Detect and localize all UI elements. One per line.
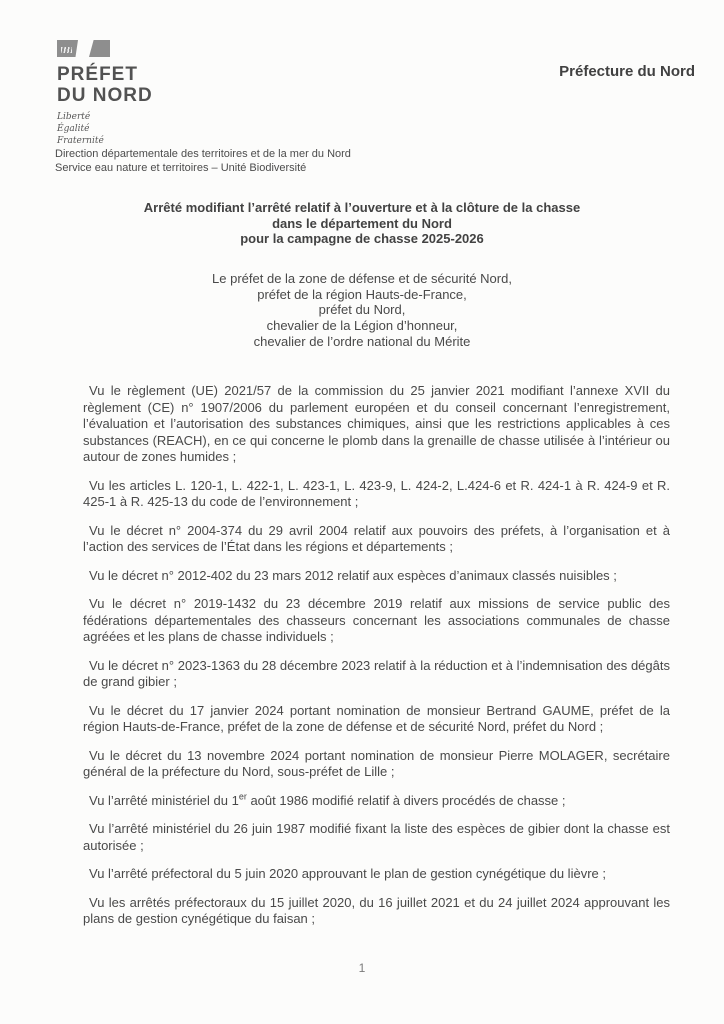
document-body [83,383,670,928]
vu-paragraph-arretes-faisan: Vu les arrêtés préfectoraux du 15 juillet 2020, du 16 juillet 2021 et du 24 juillet 2024 approuvant les plans de gestion cynégétique du faisan ; [83,894,670,926]
brand-line-2: DU NORD [57,85,153,106]
issuing-service [55,148,351,175]
service-direction-line: Direction départementale des territoires et de la mer du Nord [55,148,351,160]
vu-paragraph-arrete-1987: Vu l’arrêté ministériel du 26 juin 1987 modifié fixant la liste des espèces de gibier dont la chasse est autorisée ; [83,821,670,853]
flag-right-block-icon [89,40,110,57]
document-title [0,200,724,247]
marianne-flag-icon [57,40,153,57]
vu-paragraph-articles-code-env: Vu les articles L. 120-1, L. 422-1, L. 423-1, L. 423-9, L. 424-2, L.424-6 et R. 424-1 à R. 424-9 et R. 425-1 à R. 425-13 du code de l’environnement ; [83,477,670,509]
vu-paragraph-decret-2019-1432: Vu le décret n° 2019-1432 du 23 décembre 2019 relatif aux missions de service public des fédérations départementales des chasseurs concernant les associations communales de chasse agréées et les plans de chasse individuels ; [83,596,670,644]
republic-motto [57,111,153,147]
arrete-1986-suffix: août 1986 modifié relatif à divers procédés de chasse ; [246,792,566,808]
arrete-1986-prefix: Vu l’arrêté ministériel du 1 [89,792,239,808]
authority-line: préfet du Nord, [318,302,406,318]
service-unit-line: Service eau nature et territoires – Unité Biodiversité [55,161,307,174]
brand-line-1: PRÉFET [57,64,138,85]
signing-authority [0,271,724,350]
vu-paragraph-decret-2023-1363: Vu le décret n° 2023-1363 du 28 décembre 2023 relatif à la réduction et à l’indemnisation des dégâts de grand gibier ; [83,657,670,689]
prefecture-title: Préfecture du Nord [559,63,695,80]
vu-paragraph-decret-gaume: Vu le décret du 17 janvier 2024 portant nomination de monsieur Bertrand GAUME, préfet de la région Hauts-de-France, préfet de la zone de défense et de sécurité Nord, préfet du Nord ; [83,702,670,734]
prefet-logo [57,40,153,147]
document-title-line-3: pour la campagne de chasse 2025-2026 [240,231,484,246]
vu-paragraph-decret-2004-374: Vu le décret n° 2004-374 du 29 avril 2004 relatif aux pouvoirs des préfets, à l’organisation et à l’action des services de l’État dans les régions et départements ; [83,522,670,554]
page-number: 1 [358,961,366,975]
authority-line: préfet de la région Hauts-de-France, [257,286,467,302]
flag-left-block-icon [57,40,78,57]
vu-paragraph-reglement-ue: Vu le règlement (UE) 2021/57 de la commission du 25 janvier 2021 modifiant l’annexe XVII du règlement (CE) n° 1907/2006 du parlement européen et du conseil concernant l’enregistrement, l’évaluation et l’autorisation des substances chimiques, ainsi que les restrictions applicables à ces substances (REACH), en ce qui concerne le plomb dans la grenaille de chasse utilisée à l’intérieur ou autour de zones humides ; [83,383,670,464]
authority-line: Le préfet de la zone de défense et de sécurité Nord, [212,271,512,286]
document-title-line-1: Arrêté modifiant l’arrêté relatif à l’ouverture et à la clôture de la chasse [143,200,581,215]
prefet-wordmark [57,64,153,106]
authority-line: chevalier de l’ordre national du Mérite [253,333,471,349]
vu-paragraph-decret-2012-402: Vu le décret n° 2012-402 du 23 mars 2012 relatif aux espèces d’animaux classés nuisibles ; [89,567,617,583]
authority-line: chevalier de la Légion d’honneur, [266,318,458,334]
vu-paragraph-decret-molager: Vu le décret du 13 novembre 2024 portant nomination de monsieur Pierre MOLAGER, secrétaire général de la préfecture du Nord, sous-préfet de Lille ; [83,747,670,779]
vu-paragraph-arrete-1986 [83,793,670,810]
motto-egalite: Égalité [57,124,90,134]
arrete-1986-superscript: er [238,791,247,802]
motto-liberte: Liberté [57,112,91,122]
motto-fraternite: Fraternité [57,136,104,146]
document-title-line-2: dans le département du Nord [272,215,452,231]
vu-paragraph-arrete-lievre: Vu l’arrêté préfectoral du 5 juin 2020 approuvant le plan de gestion cynégétique du lièvre ; [89,866,606,881]
